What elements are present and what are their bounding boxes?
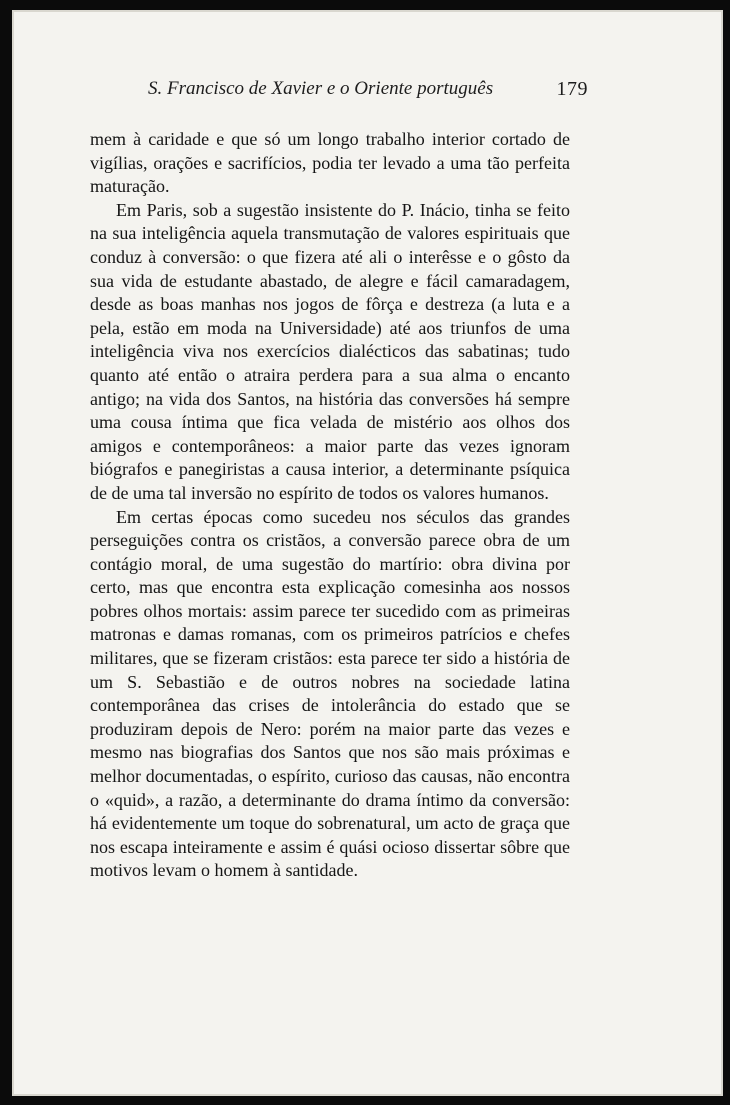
- paragraph: Em certas épocas como sucedeu nos séculos das grandes perseguições contra os cristãos, a conversão parece obra de um contágio moral, de uma sugestão do martírio: obra divina por certo, mas que encontra esta explicação comesinha aos nossos pobres olhos mortais: assim parece ter sucedido com as primeiras matronas e damas romanas, com os primeiros patrícios e chefes militares, que se fizeram cristãos: esta parece ter sido a história de um S. Sebastião e de outros nobres na sociedade latina contemporânea das crises de intolerância do estado que se produziram depois de Nero: porém na maior parte das vezes e mesmo nas biografias dos Santos que nos são mais próximas e melhor documentadas, o espírito, curioso das causas, não encontra o «quid», a razão, a determinante do drama íntimo da conversão: há evidentemente um toque do sobrenatural, um acto de graça que nos escapa inteiramente e assim é quási ocioso dissertar sôbre que motivos levam o homem à santidade.: [90, 506, 570, 881]
- book-page: [12, 10, 723, 1096]
- paragraph: mem à caridade e que só um longo trabalho interior cortado de vigílias, orações e sacrifícios, podia ter levado a uma tão perfeita maturação.: [90, 129, 570, 197]
- page-number: 179: [556, 78, 588, 100]
- body-text: [90, 128, 570, 883]
- running-header: [148, 78, 588, 104]
- paragraph: Em Paris, sob a sugestão insistente do P. Inácio, tinha se feito na sua inteligência aquela transmutação de valores espirituais que conduz à conversão: o que fizera até ali o interêsse e o gôsto da sua vida de estudante abastado, de alegre e fácil camaradagem, desde as boas manhas nos jogos de fôrça e destreza (a luta e a pela, estão em moda na Universidade) até aos triunfos de uma inteligência viva nos exercícios dialécticos das sabatinas; tudo quanto até então o atraira perdera para a sua alma o encanto antigo; na vida dos Santos, na história das conversões há sempre uma cousa íntima que fica velada de mistério aos olhos dos amigos e contemporâneos: a maior parte das vezes ignoram biógrafos e panegiristas a causa interior, a determinante psíquica de de uma tal inversão no espírito de todos os valores humanos.: [90, 199, 570, 503]
- running-title: S. Francisco de Xavier e o Oriente português: [148, 78, 494, 99]
